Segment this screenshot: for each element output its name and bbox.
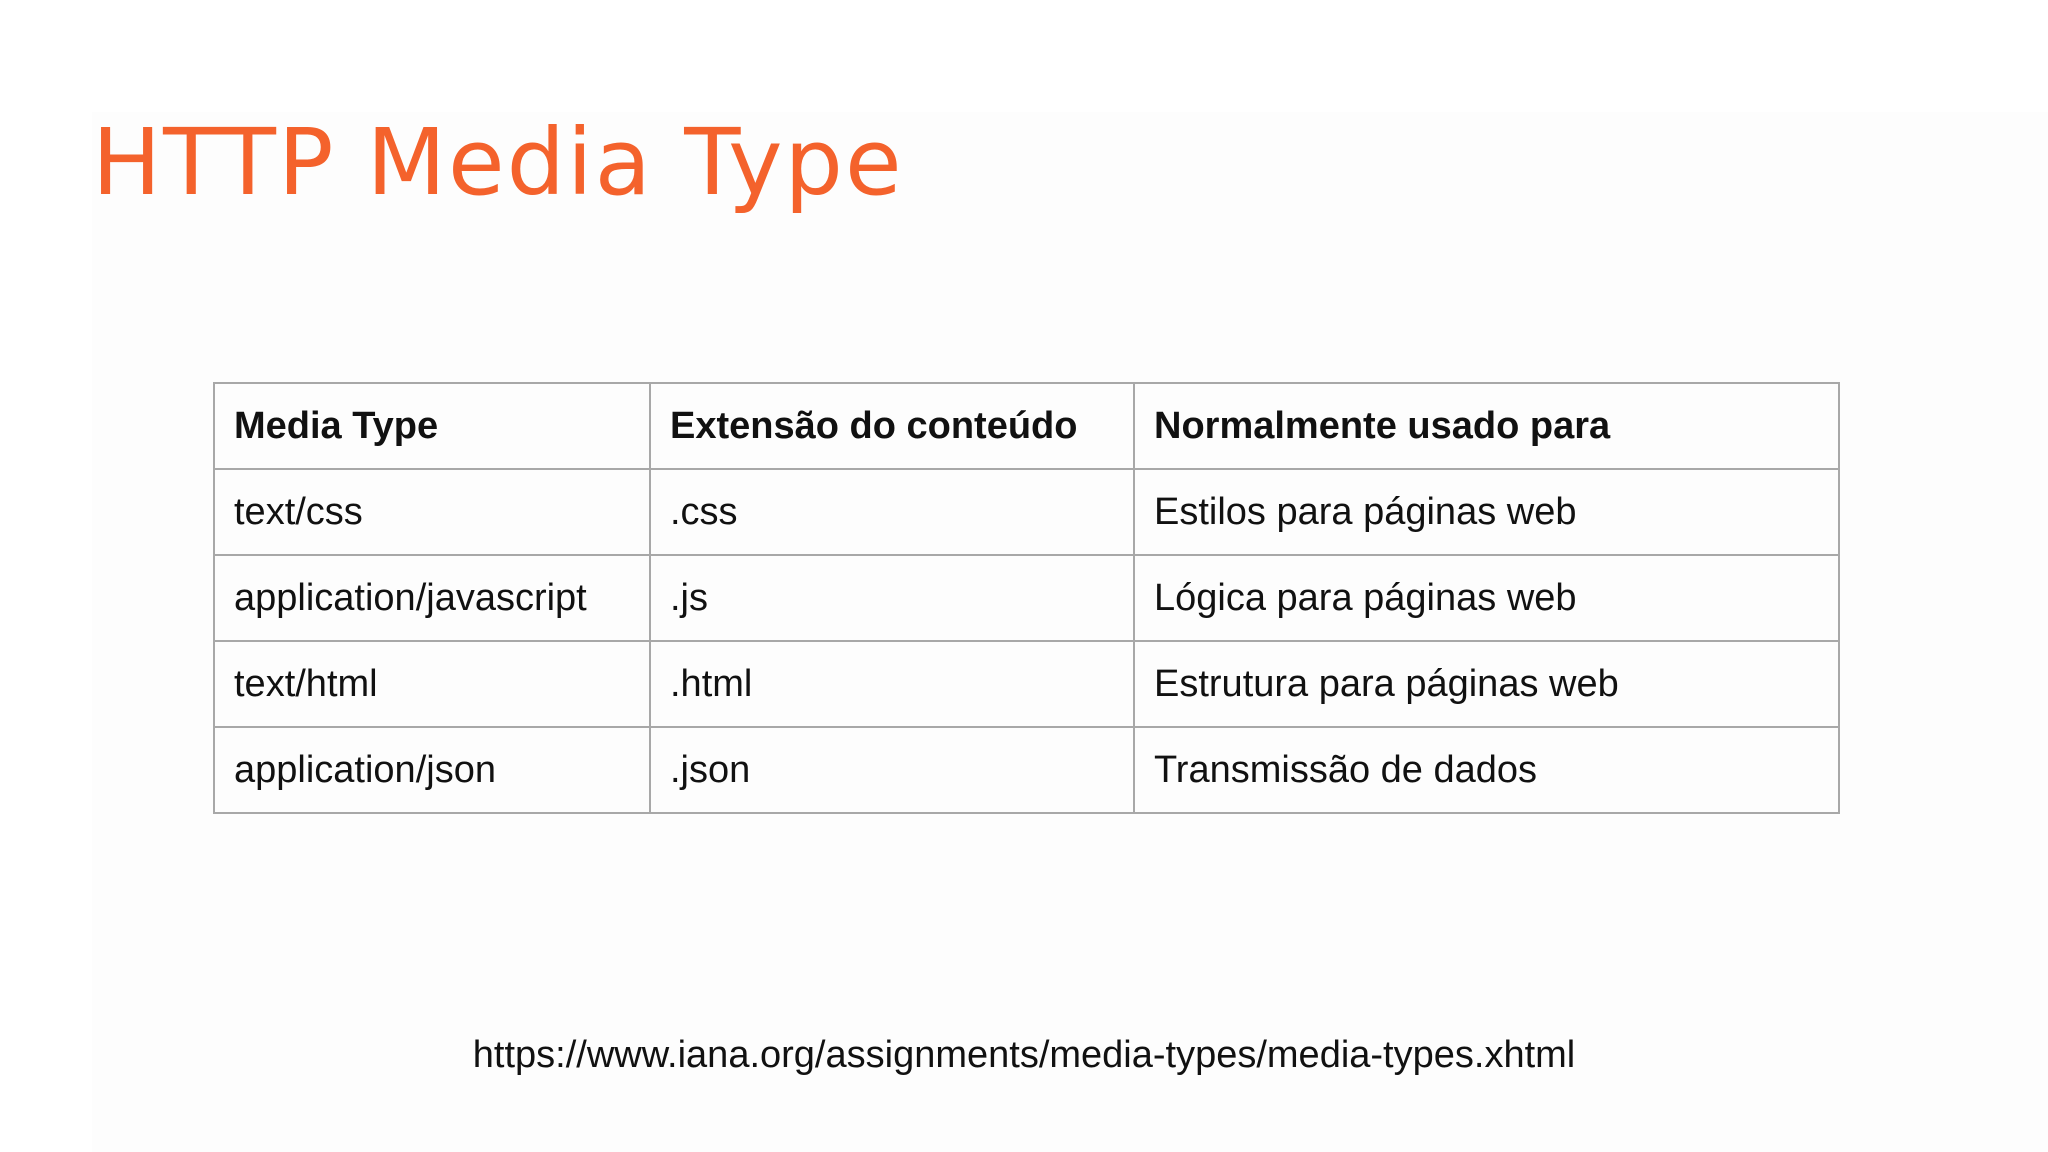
table-header-row [214, 383, 1839, 469]
table-row [214, 727, 1839, 813]
cell-usage: Lógica para páginas web [1134, 555, 1839, 641]
slide-title: HTTP Media Type [92, 109, 904, 216]
table-row [214, 641, 1839, 727]
cell-extension: .html [650, 641, 1134, 727]
cell-extension: .json [650, 727, 1134, 813]
cell-usage: Transmissão de dados [1134, 727, 1839, 813]
cell-extension: .js [650, 555, 1134, 641]
source-url: https://www.iana.org/assignments/media-types/media-types.xhtml [472, 1034, 1576, 1076]
cell-media-type: text/html [214, 641, 650, 727]
cell-media-type: application/javascript [214, 555, 650, 641]
header-media-type: Media Type [214, 383, 650, 469]
header-content-extension: Extensão do conteúdo [650, 383, 1134, 469]
cell-usage: Estrutura para páginas web [1134, 641, 1839, 727]
table-row [214, 469, 1839, 555]
cell-usage: Estilos para páginas web [1134, 469, 1839, 555]
cell-extension: .css [650, 469, 1134, 555]
media-type-table [213, 382, 1840, 814]
cell-media-type: text/css [214, 469, 650, 555]
cell-media-type: application/json [214, 727, 650, 813]
table-row [214, 555, 1839, 641]
header-usually-used-for: Normalmente usado para [1134, 383, 1839, 469]
